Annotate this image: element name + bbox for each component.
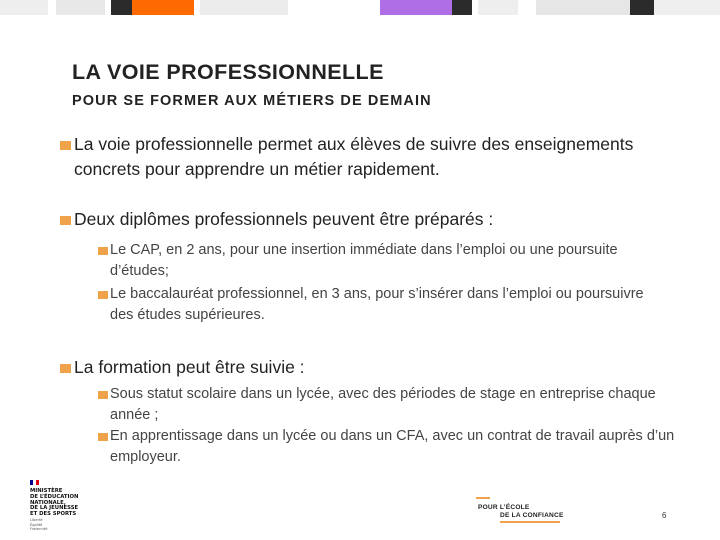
top-bar-segment bbox=[630, 0, 654, 15]
bullet-text: Deux diplômes professionnels peuvent être préparés : bbox=[74, 209, 494, 229]
bullet-square-icon bbox=[98, 247, 108, 255]
ministry-name bbox=[30, 489, 78, 518]
slide-subtitle: POUR SE FORMER AUX MÉTIERS DE DEMAIN bbox=[72, 93, 432, 109]
french-flag-icon bbox=[30, 480, 39, 485]
sub-bullet-item bbox=[110, 284, 670, 325]
sub-bullet-item bbox=[110, 426, 690, 467]
logo-underline bbox=[500, 521, 560, 523]
ministry-line: DE LA JEUNESSE bbox=[30, 505, 79, 512]
bullet-square-icon bbox=[98, 291, 108, 299]
sub-bullet-text: En apprentissage dans un lycée ou dans un CFA, avec un contrat de travail auprès d’un employeur. bbox=[110, 428, 675, 465]
motto-line: Liberté bbox=[30, 518, 43, 522]
sub-bullet-item bbox=[110, 240, 670, 281]
top-bar-segment bbox=[536, 0, 630, 15]
sub-bullet-item bbox=[110, 384, 690, 425]
sub-bullet-text: Le CAP, en 2 ans, pour une insertion immédiate dans l’emploi ou une poursuite d’études; bbox=[110, 242, 618, 279]
top-bar-segment bbox=[200, 0, 288, 15]
top-bar-segment bbox=[654, 0, 720, 15]
top-bar-segment bbox=[452, 0, 472, 15]
slide-title: LA VOIE PROFESSIONNELLE bbox=[72, 60, 384, 84]
motto-line: Égalité bbox=[30, 522, 43, 527]
bullet-item bbox=[74, 355, 704, 380]
ministry-line: MINISTÈRE bbox=[30, 488, 63, 494]
sub-bullet-text: Sous statut scolaire dans un lycée, avec des périodes de stage en entreprise chaque année ; bbox=[110, 386, 656, 423]
top-bar-segment bbox=[380, 0, 452, 15]
ministry-line: ET DES SPORTS bbox=[30, 511, 77, 518]
bullet-square-icon bbox=[60, 216, 71, 225]
ecole-confiance-logo bbox=[476, 497, 576, 525]
top-bar-segment bbox=[132, 0, 194, 15]
logo-text-line1: POUR L’ÉCOLE bbox=[478, 504, 530, 511]
logo-accent-bar bbox=[476, 497, 490, 499]
top-bar-segment bbox=[111, 0, 132, 15]
bullet-item bbox=[74, 132, 704, 182]
page-number: 6 bbox=[662, 511, 667, 520]
bullet-square-icon bbox=[98, 433, 108, 441]
top-bar-segment bbox=[0, 0, 48, 15]
bullet-square-icon bbox=[98, 391, 108, 399]
top-bar-segment bbox=[56, 0, 105, 15]
bullet-square-icon bbox=[60, 364, 71, 373]
motto-line: Fraternité bbox=[30, 527, 48, 532]
ministry-line: DE L’ÉDUCATION bbox=[30, 493, 79, 500]
sub-bullet-text: Le baccalauréat professionnel, en 3 ans, pour s’insérer dans l’emploi ou poursuivre des études supérieures. bbox=[110, 286, 644, 323]
ministry-line: NATIONALE, bbox=[30, 499, 66, 506]
bullet-text: La voie professionnelle permet aux élèves de suivre des enseignements concrets pour apprendre un métier rapidement. bbox=[74, 134, 634, 179]
bullet-square-icon bbox=[60, 141, 71, 150]
logo-text-line2: DE LA CONFIANCE bbox=[500, 512, 564, 519]
bullet-item bbox=[74, 207, 704, 232]
ministry-logo bbox=[30, 480, 90, 530]
top-bar-segment bbox=[478, 0, 518, 15]
bullet-text: La formation peut être suivie : bbox=[74, 357, 305, 377]
republic-motto bbox=[30, 518, 47, 532]
